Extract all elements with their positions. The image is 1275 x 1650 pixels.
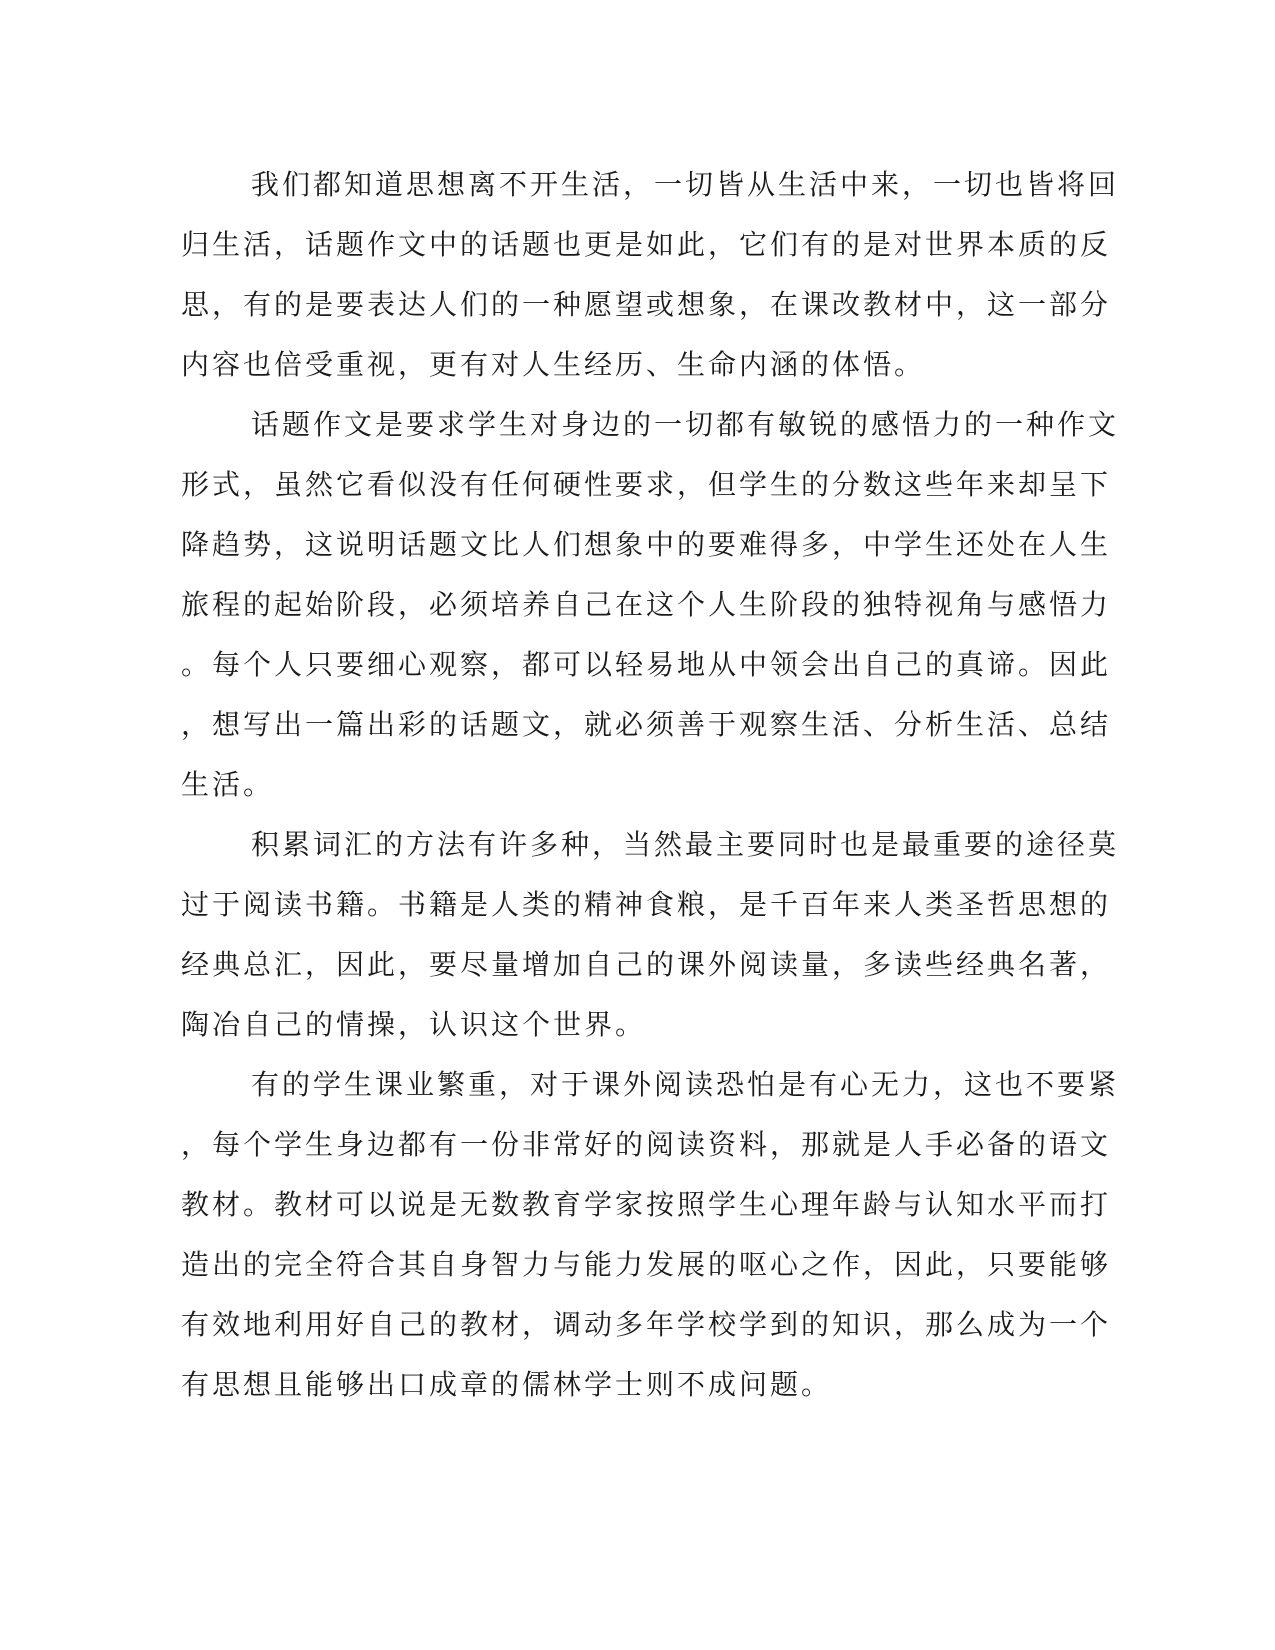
text-line: 有思想且能够出口成章的儒林学士则不成问题。 [181, 1368, 833, 1401]
text-line: 归生活，话题作文中的话题也更是如此，它们有的是对世界本质的反 [181, 228, 1112, 261]
text-line: 有的学生课业繁重，对于课外阅读恐怕是有心无力，这也不要紧 [251, 1068, 1120, 1101]
paragraph-1 [181, 155, 1120, 395]
text-line: 过于阅读书籍。书籍是人类的精神食粮，是千百年来人类圣哲思想的 [181, 888, 1112, 921]
text-line: 话题作文是要求学生对身边的一切都有敏锐的感悟力的一种作文 [251, 408, 1120, 441]
text-line: 有效地利用好自己的教材，调动多年学校学到的知识，那么成为一个 [181, 1308, 1112, 1341]
text-line: 陶冶自己的情操，认识这个世界。 [181, 1008, 647, 1041]
text-line: ，每个学生身边都有一份非常好的阅读资料，那就是人手必备的语文 [181, 1128, 1112, 1161]
text-line: 生活。 [181, 768, 275, 801]
text-line: 形式，虽然它看似没有任何硬性要求，但学生的分数这些年来却呈下 [181, 468, 1112, 501]
text-line: 我们都知道思想离不开生活，一切皆从生活中来，一切也皆将回 [251, 168, 1120, 201]
text-line: 积累词汇的方法有许多种，当然最主要同时也是最重要的途径莫 [251, 828, 1120, 861]
text-line: 。每个人只要细心观察，都可以轻易地从中领会出自己的真谛。因此 [181, 648, 1112, 681]
text-line: 教材。教材可以说是无数教育学家按照学生心理年龄与认知水平而打 [181, 1188, 1112, 1221]
text-line: 经典总汇，因此，要尽量增加自己的课外阅读量，多读些经典名著， [181, 948, 1112, 981]
paragraph-4 [181, 1055, 1120, 1415]
text-line: 旅程的起始阶段，必须培养自己在这个人生阶段的独特视角与感悟力 [181, 588, 1112, 621]
text-line: ，想写出一篇出彩的话题文，就必须善于观察生活、分析生活、总结 [181, 708, 1112, 741]
document-body [181, 155, 1120, 1415]
text-line: 造出的完全符合其自身智力与能力发展的呕心之作，因此，只要能够 [181, 1248, 1112, 1281]
text-line: 思，有的是要表达人们的一种愿望或想象，在课改教材中，这一部分 [181, 288, 1112, 321]
text-line: 降趋势，这说明话题文比人们想象中的要难得多，中学生还处在人生 [181, 528, 1112, 561]
text-line: 内容也倍受重视，更有对人生经历、生命内涵的体悟。 [181, 348, 926, 381]
paragraph-2 [181, 395, 1120, 815]
paragraph-3 [181, 815, 1120, 1055]
